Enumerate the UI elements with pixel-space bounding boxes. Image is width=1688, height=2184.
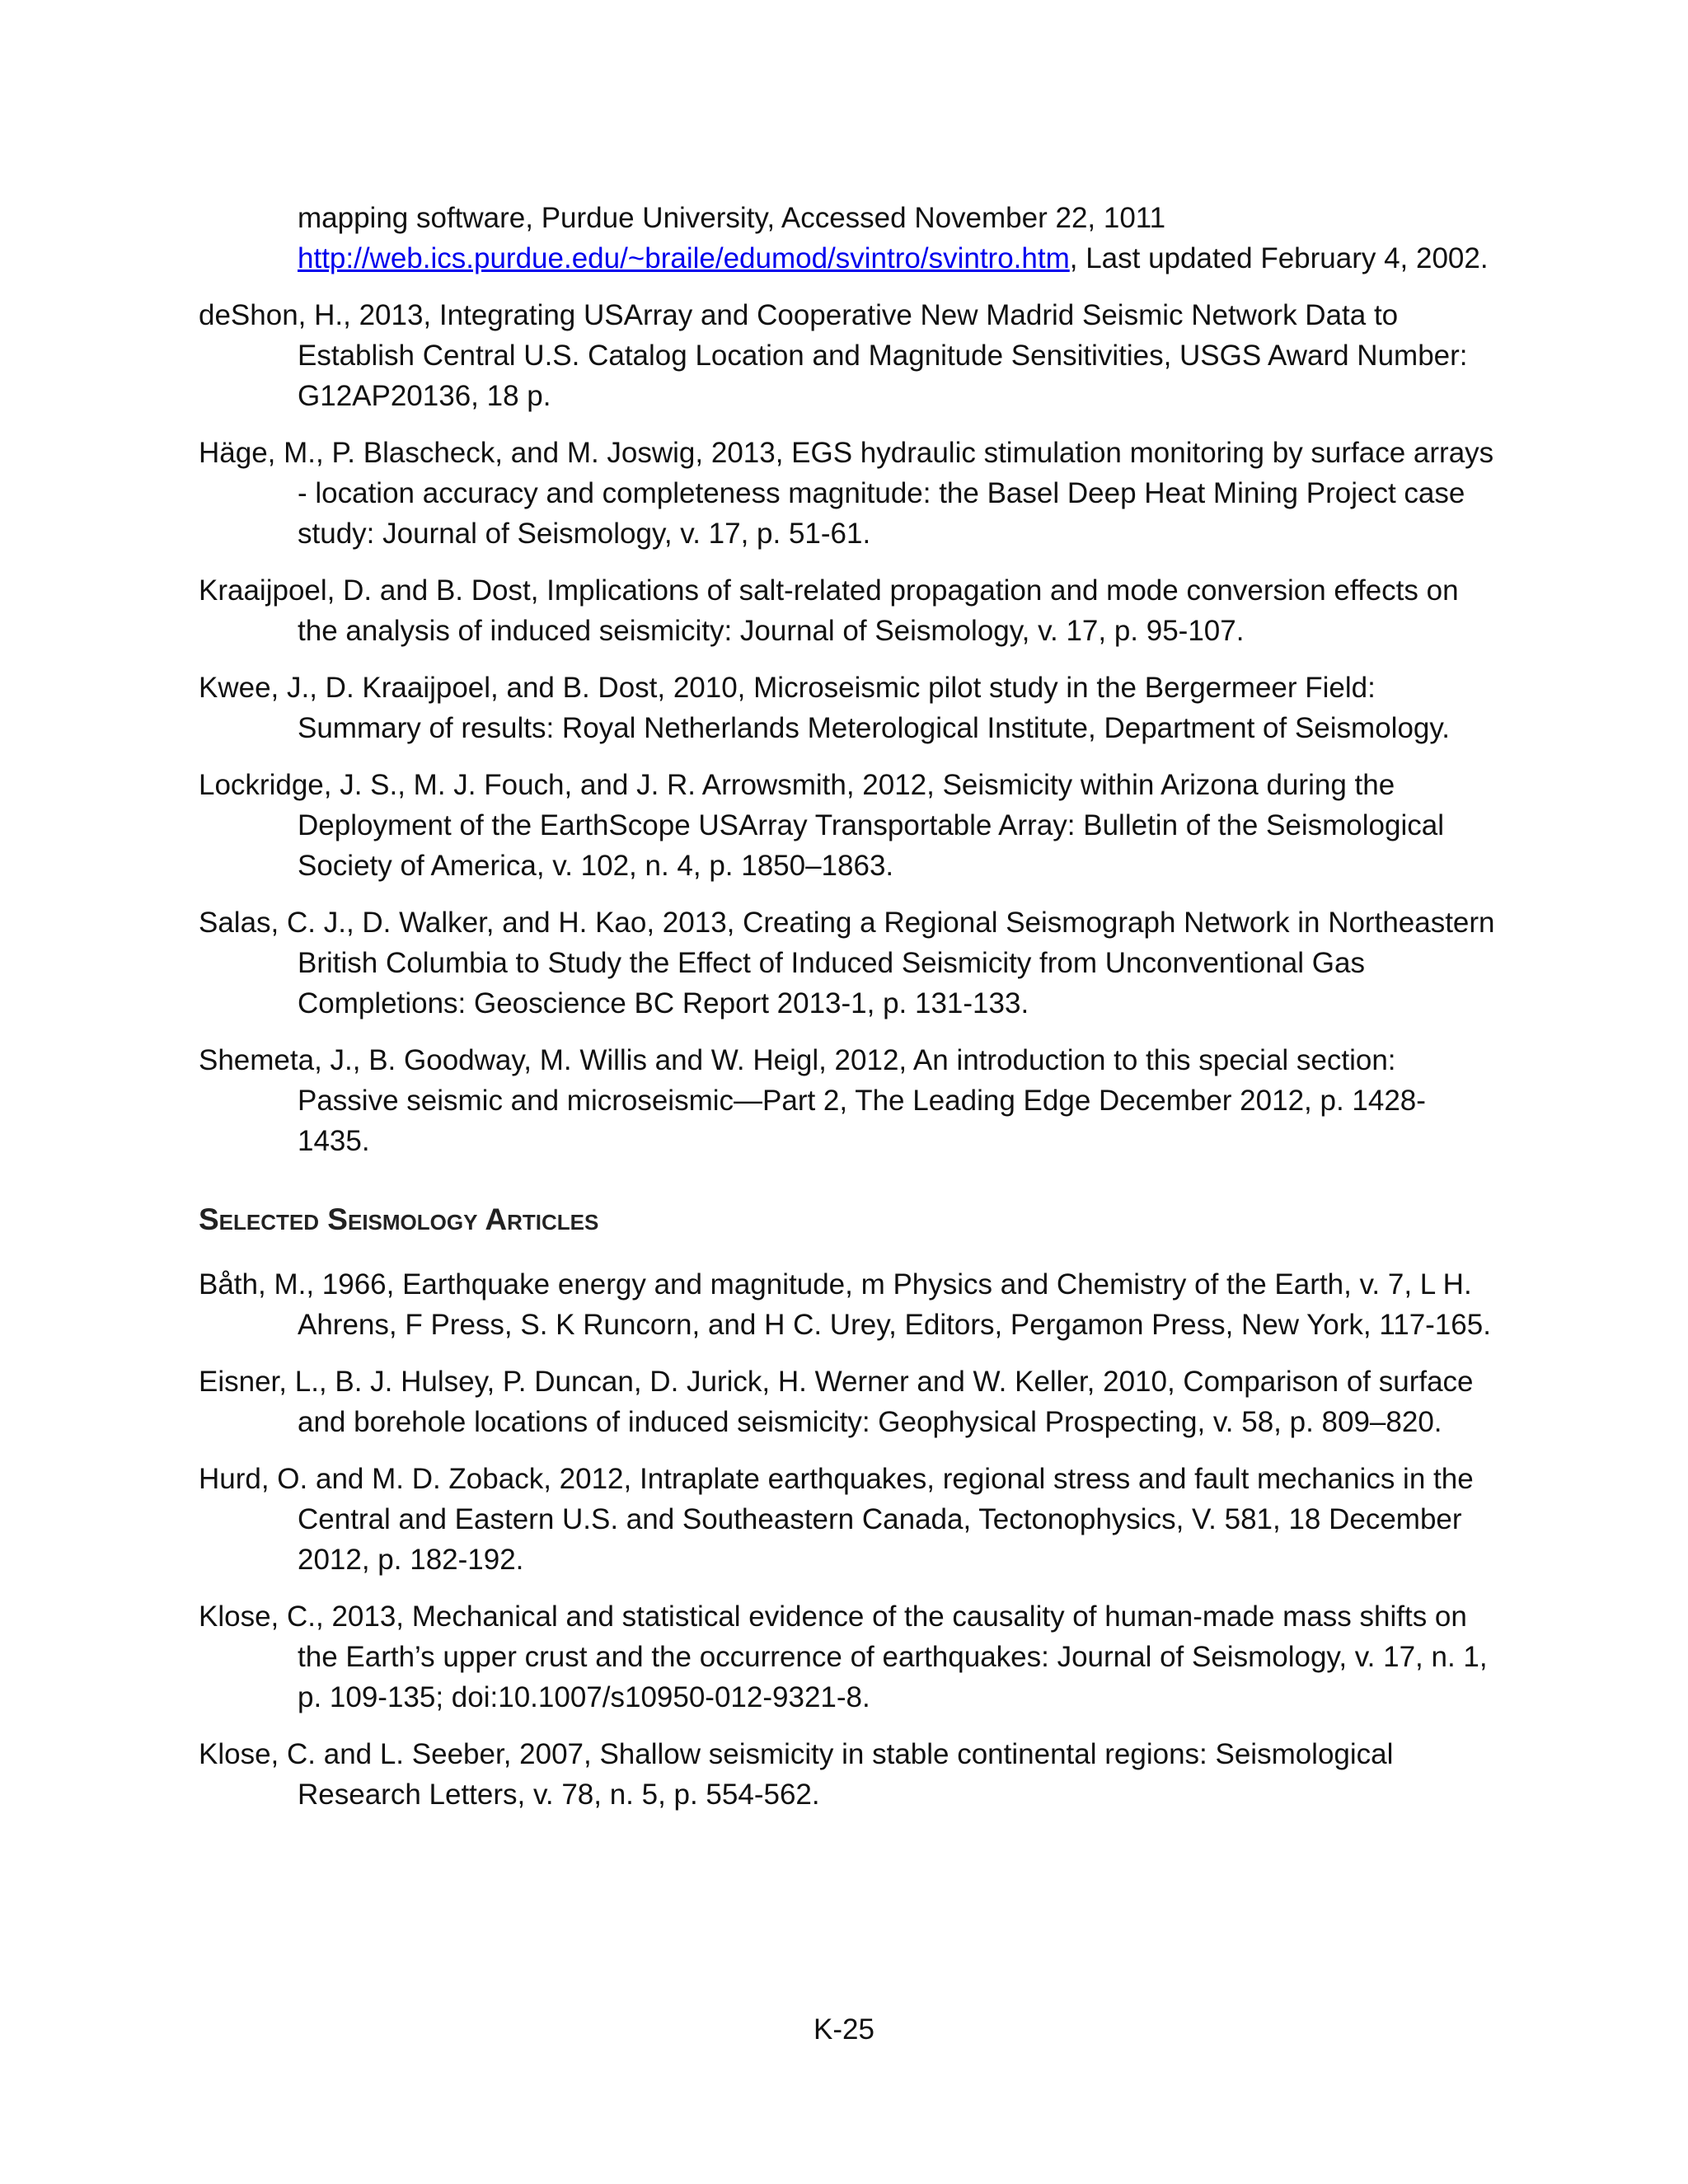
reference-entry: Hurd, O. and M. D. Zoback, 2012, Intraplate earthquakes, regional stress and fault mechanics in the Central and Eastern U.S. and Southeastern Canada, Tectonophysics, V. 581, 18 December 2012, p. 182-192.: [199, 1463, 1474, 1576]
page-number: K-25: [814, 2013, 874, 2046]
reference-entry: Häge, M., P. Blascheck, and M. Joswig, 2013, EGS hydraulic stimulation monitoring by surface arrays - location accuracy and completeness magnitude: the Basel Deep Heat Mining Project case study: Journal of Seismology, v. 17, p. 51-61.: [199, 437, 1494, 550]
reference-entry: Lockridge, J. S., M. J. Fouch, and J. R. Arrowsmith, 2012, Seismicity within Arizona during the Deployment of the EarthScope USArray Transportable Array: Bulletin of the Seismological Society of America, v. 102, n. 4, p. 1850–1863.: [199, 769, 1444, 882]
reference-entry: Båth, M., 1966, Earthquake energy and magnitude, m Physics and Chemistry of the Earth, v. 7, L H. Ahrens, F Press, S. K Runcorn, and H C. Urey, Editors, Pergamon Press, New York, 117-165.: [199, 1268, 1491, 1341]
reference-entry: deShon, H., 2013, Integrating USArray and Cooperative New Madrid Seismic Network Data to Establish Central U.S. Catalog Location and Magnitude Sensitivities, USGS Award Number: G12AP20136, 18 p.: [199, 299, 1468, 412]
reference-entry: Eisner, L., B. J. Hulsey, P. Duncan, D. Jurick, H. Werner and W. Keller, 2010, Comparison of surface and borehole locations of induced seismicity: Geophysical Prospecting, v. 58, p. 809–820.: [199, 1366, 1474, 1438]
reference-entry: Shemeta, J., B. Goodway, M. Willis and W. Heigl, 2012, An introduction to this special section: Passive seismic and microseismic—Part 2, The Leading Edge December 2012, p. 1428-1435.: [199, 1044, 1426, 1157]
reference-text: , Last updated February 4, 2002.: [1069, 242, 1489, 274]
reference-entry: Klose, C. and L. Seeber, 2007, Shallow seismicity in stable continental regions: Seismological Research Letters, v. 78, n. 5, p. 554-562.: [199, 1738, 1394, 1811]
reference-entry: Salas, C. J., D. Walker, and H. Kao, 2013, Creating a Regional Seismograph Network in Northeastern British Columbia to Study the Effect of Induced Seismicity from Unconventional Gas Completions: Geoscience BC Report 2013-1, p. 131-133.: [199, 907, 1495, 1019]
reference-entry: Kwee, J., D. Kraaijpoel, and B. Dost, 2010, Microseismic pilot study in the Bergermeer Field: Summary of results: Royal Netherlands Meterological Institute, Department of Seismology.: [199, 672, 1451, 744]
reference-entry-continued: [199, 198, 1497, 279]
reference-text: mapping software, Purdue University, Accessed November 22, 1011: [298, 202, 1166, 234]
reference-entry: Kraaijpoel, D. and B. Dost, Implications of salt-related propagation and mode conversion effects on the analysis of induced seismicity: Journal of Seismology, v. 17, p. 95-107.: [199, 574, 1459, 647]
reference-link[interactable]: http://web.ics.purdue.edu/~braile/edumod/svintro/svintro.htm: [298, 242, 1070, 274]
references-list: [199, 198, 1497, 1831]
section-heading: Selected Seismology Articles: [199, 1202, 599, 1236]
reference-entry: Klose, C., 2013, Mechanical and statistical evidence of the causality of human-made mass shifts on the Earth’s upper crust and the occurrence of earthquakes: Journal of Seismology, v. 17, n. 1, p. 109-135; doi:10.1007/s10950-012-9321-8.: [199, 1601, 1488, 1713]
